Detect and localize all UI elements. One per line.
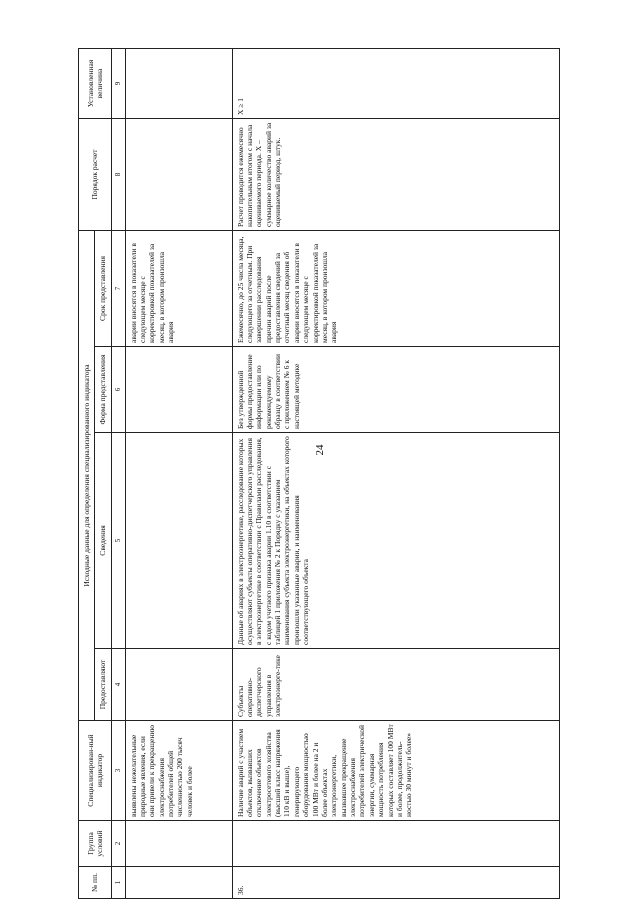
header-source-group: Исходные данные для определения специализированного индикатора [79,231,95,721]
header-form: Форма представления [95,347,111,433]
cell-no: 36. [232,867,559,899]
cell-deadline: Ежемесячно, до 25 числа месяца, следующего за отчетным. При завершении расследования причин аварий после предоставления сведений за отчетный месяц сведения об аварии вносятся в показатели в следующем месяце с корректировкой показателей за месяц, в котором произошла авария [232,231,559,347]
column-number-row [111,49,125,899]
header-calc: Порядок расчет [79,119,112,231]
cell-no [125,867,232,899]
cell-indicator: выявлены нежелательные природные явления, если они привели к прекращению электроснабжения потребителей общей численностью 200 тысяч человек и более [125,721,232,821]
cell-form [125,347,232,433]
col-number: 4 [111,649,125,721]
cell-value: X ≥ 1 [232,49,559,119]
col-number: 7 [111,231,125,347]
col-number: 6 [111,347,125,433]
cell-calc: Расчет проводится ежемесячно накопительным итогом с начала оцениваемого периода. X – суммарное количество аварий за оцениваемый период, штук. [232,119,559,231]
header-no: № пп. [79,867,112,899]
header-indicator: Специализирован-ный индикатор [79,721,112,821]
cell-group [232,821,559,867]
cell-calc [125,119,232,231]
header-value: Установленная величина [79,49,112,119]
cell-info [125,433,232,649]
table-row-36 [232,49,559,899]
cell-indicator: Наличие аварий с участием объектов, вызвавших отключение объектов электросетевого хозяйства (высший класс напряжения 110 кВ и выше), генерирующего оборудования мощностью 100 МВт и более на 2 и более объектах электроэнергетики, вызвавшее прекращение электроснабжения потребителей электрической энергии, суммарная мощность потребления которых составляет 100 МВт и более, продолжитель-ностью 30 минут и более» [232,721,559,821]
cell-group [125,821,232,867]
col-number: 2 [111,821,125,867]
page-number: 24 [314,444,326,456]
table-row-continued [125,49,232,899]
col-number: 8 [111,119,125,231]
header-provides: Предоставляют [95,649,111,721]
col-number: 9 [111,49,125,119]
cell-deadline: аварии вносятся в показатели в следующем месяце с корректировкой показателей за месяц, в котором произошла авария [125,231,232,347]
col-number: 5 [111,433,125,649]
header-group: Группа условий [79,821,112,867]
header-deadline: Срок представления [95,231,111,347]
cell-provides: Субъекты оперативно-диспетчерского управления в электроэнерге-тике [232,649,559,721]
header-info: Сведения [95,433,111,649]
col-number: 3 [111,721,125,821]
col-number: 1 [111,867,125,899]
cell-form: Без утвержденной формы предоставление информации или по рекомендуемому образцу в соответствии с приложением № 6 к настоящей методике [232,347,559,433]
cell-info: Данные об авариях в электроэнергетике, расследование которых осуществляют субъекты оперативно-диспетчерского управления в электроэнергетике в соответствии с Правилами расследования, с кодом учетного признака аварии 1.10 в соответствии с таблицей 1 приложения № 2 к Порядку с указанием наименования субъекта электроэнергетики, на объектах которого произошли указанные аварии, и наименования соответствующего объекта [232,433,559,649]
rotated-table-sheet [60,0,600,905]
cell-provides [125,649,232,721]
cell-value [125,49,232,119]
indicator-table [78,48,560,899]
